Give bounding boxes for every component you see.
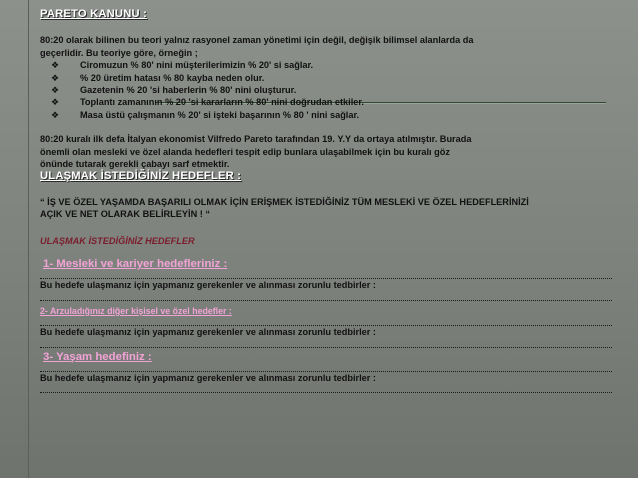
list-item: ❖ Ciromuzun % 80' nini müşterilerimizin % 20' si sağlar. bbox=[51, 60, 314, 71]
goals-label: ULAŞMAK İSTEDİĞİNİZ HEDEFLER bbox=[40, 235, 195, 246]
intro-line-2: geçerlidir. Bu teoriye göre, örneğin ; bbox=[40, 47, 198, 58]
fill-in-line[interactable] bbox=[40, 341, 612, 348]
diamond-bullet-icon: ❖ bbox=[51, 60, 60, 71]
origin-line-1: 80:20 kuralı ilk defa İtalyan ekonomist Vilfredo Pareto tarafından 19. Y.Y da ortaya atılmıştır. Burada bbox=[40, 134, 472, 145]
intro-line-1: 80:20 olarak bilinen bu teori yalnız rasyonel zaman yönetimi için değil, değişik bilimsel alanlarda da bbox=[40, 35, 474, 46]
measure-text-1: Bu hedefe ulaşmanız için yapmanız gerekenler ve alınması zorunlu tedbirler : bbox=[40, 280, 376, 291]
page-title: PARETO KANUNU : bbox=[40, 8, 148, 20]
slide-content bbox=[40, 8, 618, 393]
fill-in-line[interactable] bbox=[40, 294, 612, 301]
fill-in-line[interactable] bbox=[40, 319, 612, 326]
diamond-bullet-icon: ❖ bbox=[51, 72, 60, 83]
list-item: ❖ Gazetenin % 20 'si haberlerin % 80' nini oluşturur. bbox=[51, 85, 297, 95]
origin-line-2: önemli olan mesleki ve özel alanda hedefleri tespit edip bunlara ulaşabilmek için bu kuralı göz bbox=[40, 146, 450, 157]
measure-text-2: Bu hedefe ulaşmanız için yapmanız gerekenler ve alınması zorunlu tedbirler : bbox=[40, 327, 376, 338]
goal-2-heading: 2- Arzuladığınız diğer kişisel ve özel hedefler : bbox=[40, 305, 232, 316]
diamond-bullet-icon: ❖ bbox=[51, 97, 60, 108]
section-title-goals: ULAŞMAK İSTEDİĞİNİZ HEDEFLER : bbox=[40, 170, 242, 183]
goal-1-heading: 1- Mesleki ve kariyer hedefleriniz : bbox=[43, 258, 228, 271]
quote-line-2: AÇIK VE NET OLARAK BELİRLEYİN ! “ bbox=[40, 209, 210, 220]
measure-text-3: Bu hedefe ulaşmanız için yapmanız gerekenler ve alınması zorunlu tedbirler : bbox=[40, 373, 376, 384]
goal-3-heading: 3- Yaşam hedefiniz : bbox=[43, 350, 152, 363]
list-item: ❖ Toplantı zamanının % 20 'si kararların % 80' nini doğrudan etkiler. bbox=[51, 97, 364, 108]
fill-in-line[interactable] bbox=[40, 272, 612, 279]
bullet-list bbox=[40, 59, 618, 121]
quote-line-1: “ İŞ VE ÖZEL YAŞAMDA BAŞARILI OLMAK İÇİN ERİŞMEK İSTEDİĞİNİZ TÜM MESLEKİ VE ÖZEL HEDEFLERİNİZİ bbox=[40, 196, 529, 207]
fill-in-line[interactable] bbox=[40, 365, 612, 372]
list-item: ❖ % 20 üretim hatası % 80 kayba neden olur. bbox=[51, 72, 265, 83]
diamond-bullet-icon: ❖ bbox=[51, 109, 60, 120]
fill-in-line[interactable] bbox=[40, 386, 612, 393]
diamond-bullet-icon: ❖ bbox=[51, 85, 60, 95]
list-item: ❖ Masa üstü çalışmanın % 20' si işteki başarının % 80 ' nini sağlar. bbox=[51, 109, 360, 120]
origin-line-3: önünde tutarak gerekli çabayı sarf etmektir. bbox=[40, 158, 230, 169]
